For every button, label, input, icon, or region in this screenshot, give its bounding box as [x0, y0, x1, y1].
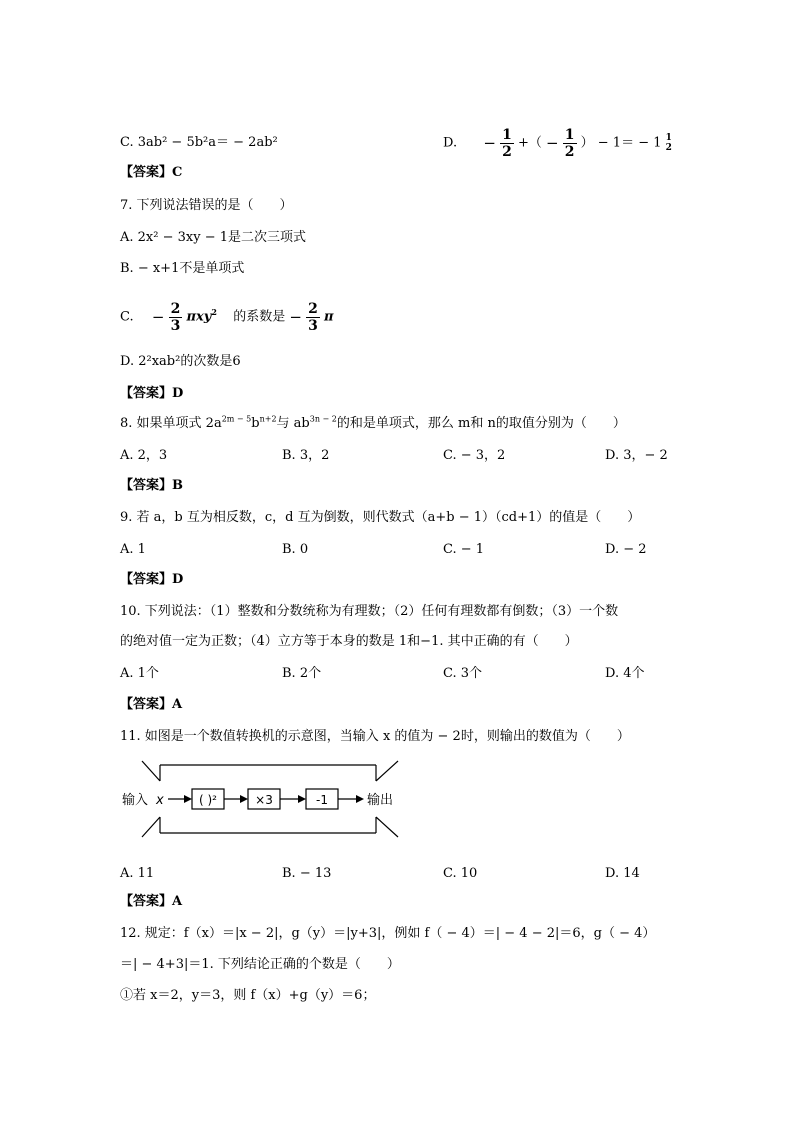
funnel-left-top [142, 761, 160, 781]
q7-c-fraction: $\frac{2}{3}$ [170, 300, 181, 334]
q6-d-fraction-1: $\frac{1}{2}$ [502, 126, 512, 160]
q7-c-minus: − [151, 308, 165, 326]
q9-option-b: B. 0 [282, 542, 309, 557]
q7-c-label: C. [120, 309, 134, 325]
q7-option-d: D. 2²xab²的次数是6 [120, 354, 241, 369]
funnel-right-top [376, 761, 398, 781]
q8-stem-part-d: 的和是单项式，那么 m和 n的取值分别为（ ） [336, 416, 626, 431]
q7-c-pi: π [323, 309, 334, 325]
q9-option-c: C. − 1 [443, 542, 485, 557]
q11-option-d: D. 14 [605, 866, 640, 881]
q8-exponent-3: 3n − 2 [309, 414, 337, 424]
q9-option-a: A. 1 [120, 542, 146, 557]
q12-stem-line-1: 12. 规定：f（x）＝|x − 2|，g（y）＝|y+3|，例如 f（ − 4）＝| − 4 − 2|＝6，g（ − 4） [120, 926, 656, 941]
q8-stem-part-a: 8. 如果单项式 2a [120, 416, 222, 431]
q10-option-b: B. 2个 [282, 666, 322, 681]
q9-option-d: D. − 2 [605, 542, 647, 557]
q10-answer: 【答案】A [120, 697, 183, 712]
q8-option-d: D. 3，− 2 [605, 448, 668, 463]
funnel-left-bottom [142, 817, 160, 837]
q8-answer: 【答案】B [120, 478, 183, 493]
q12-item-1: ①若 x＝2，y＝3，则 f（x）+g（y）＝6； [120, 988, 376, 1003]
funnel-right-bottom [376, 817, 398, 837]
q10-stem-line-2: 的绝对值一定为正数；（4）立方等于本身的数是 1和−1. 其中正确的有（ ） [120, 634, 578, 649]
q11-option-a: A. 11 [120, 866, 155, 881]
q8-stem-part-b: b [251, 416, 260, 431]
arrow-4-head [356, 795, 364, 803]
q7-option-b: B. − x+1不是单项式 [120, 261, 245, 276]
q7-c-variable: πxy [186, 309, 212, 325]
q7-c-exponent: 2 [211, 307, 217, 318]
arrow-3-head [298, 795, 306, 803]
q10-option-d: D. 4个 [605, 666, 645, 681]
q11-option-c: C. 10 [443, 866, 478, 881]
q8-stem [120, 414, 626, 434]
arrow-1-head [184, 795, 192, 803]
q7-c-text: 的系数是 [233, 309, 286, 325]
q6-d-fraction-2: $\frac{1}{2}$ [564, 126, 575, 160]
diagram-box-minus1-label: -1 [316, 793, 328, 807]
q7-c-minus-2: − [289, 308, 302, 326]
q6-d-plus: +（ [517, 135, 542, 151]
q7-option-a: A. 2x² − 3xy − 1是二次三项式 [120, 230, 306, 245]
q8-stem-part-c: 与 ab [276, 416, 310, 431]
q6-d-minus-2: − [546, 134, 559, 152]
q10-option-a: A. 1个 [120, 666, 159, 681]
q6-d-rest: ） − 1＝ − 1 [580, 135, 662, 151]
q6-option-d [443, 122, 672, 164]
arrow-2-head [240, 795, 248, 803]
q6-d-minus: − [483, 134, 496, 152]
diagram-input-var: x [156, 793, 164, 808]
q6-answer: 【答案】C [120, 165, 183, 180]
q7-answer: 【答案】D [120, 386, 184, 401]
q9-answer: 【答案】D [120, 572, 184, 587]
q10-stem-line-1: 10. 下列说法：（1）整数和分数统称为有理数；（2）任何有理数都有倒数；（3）一个数 [120, 604, 619, 619]
q7-c-fraction-2: $\frac{2}{3}$ [308, 300, 318, 334]
q8-exponent-2: n+2 [259, 414, 277, 424]
q8-exponent-1: 2m − 5 [221, 414, 252, 424]
q12-stem-line-2: ＝| − 4+3|＝1. 下列结论正确的个数是（ ） [120, 957, 400, 972]
q11-stem: 11. 如图是一个数值转换机的示意图，当输入 x 的值为 − 2时，则输出的数值为（ ） [120, 729, 630, 744]
q10-option-c: C. 3个 [443, 666, 483, 681]
diagram-box-times3-label: ×3 [255, 793, 273, 807]
diagram-box-square-label: ( )² [199, 793, 217, 807]
q6-option-d-label: D. [443, 135, 458, 151]
q9-stem: 9. 若 a，b 互为相反数，c，d 互为倒数，则代数式（a+b − 1）（cd+1）的值是（ ） [120, 510, 641, 525]
q7-option-c [120, 296, 333, 338]
q8-option-b: B. 3，2 [282, 448, 330, 463]
q11-answer: 【答案】A [120, 894, 183, 909]
q8-option-c: C. − 3，2 [443, 448, 506, 463]
diagram-input-label: 输入 [122, 793, 149, 808]
q6-option-c: C. 3ab² − 5b²a＝ − 2ab² [120, 135, 278, 150]
number-converter-diagram [110, 755, 410, 850]
q11-option-b: B. − 13 [282, 866, 332, 881]
diagram-output-label: 输出 [367, 793, 394, 808]
q8-option-a: A. 2，3 [120, 448, 168, 463]
q6-d-mixed-fraction: 1 2 [665, 133, 672, 153]
q7-stem: 7. 下列说法错误的是（ ） [120, 198, 293, 213]
